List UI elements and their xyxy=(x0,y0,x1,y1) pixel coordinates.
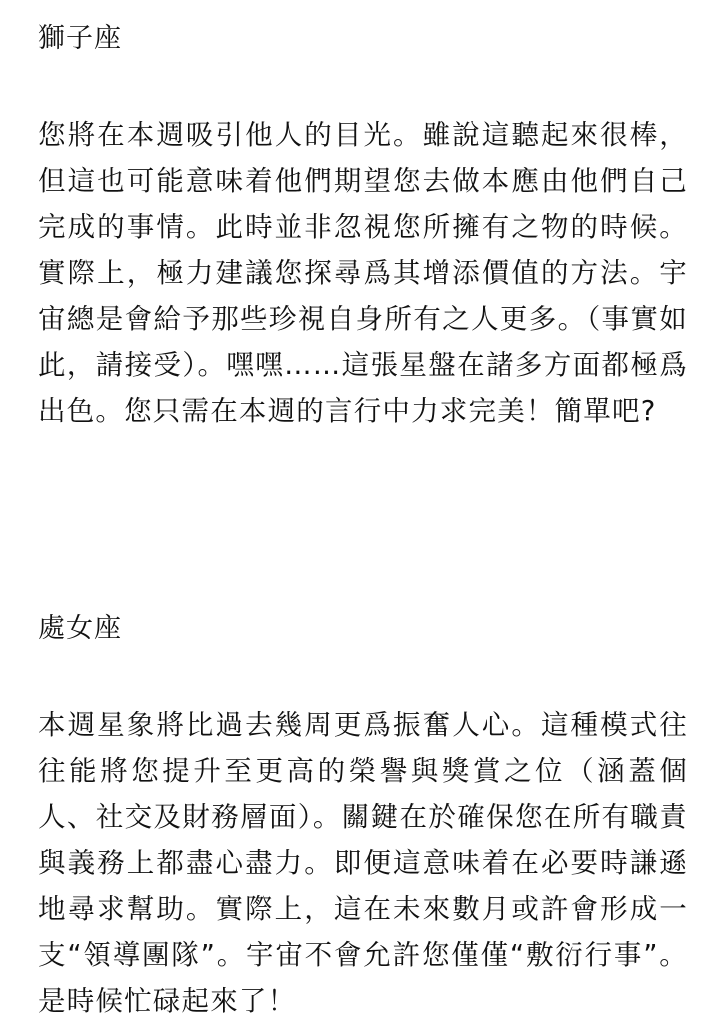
virgo-title: 處女座 xyxy=(38,613,122,644)
leo-title: 獅子座 xyxy=(38,23,122,54)
virgo-section xyxy=(38,608,688,1024)
leo-reading: 您將在本週吸引他人的目光。雖說這聽起來很棒，但這也可能意味着他們期望您去做本應由他們自己完成的事情。此時並非忽視您所擁有之物的時候。實際上，極力建議您探尋爲其增添價值的方法。宇宙總是會給予那些珍視自身所有之人更多。（事實如此，請接受）。嘿嘿……這張星盤在諸多方面都極爲出色。您只需在本週的言行中力求完美！簡單吧? xyxy=(38,119,688,427)
leo-section xyxy=(38,18,688,434)
virgo-reading: 本週星象將比過去幾周更爲振奮人心。這種模式往往能將您提升至更高的榮譽與獎賞之位（涵蓋個人、社交及財務層面）。關鍵在於確保您在所有職責與義務上都盡心盡力。即便這意味着在必要時謙遜地尋求幫助。實際上，這在未來數月或許會形成一支“領導團隊”。宇宙不會允許您僅僅“敷衍行事”。是時候忙碌起來了！ xyxy=(38,709,688,1017)
